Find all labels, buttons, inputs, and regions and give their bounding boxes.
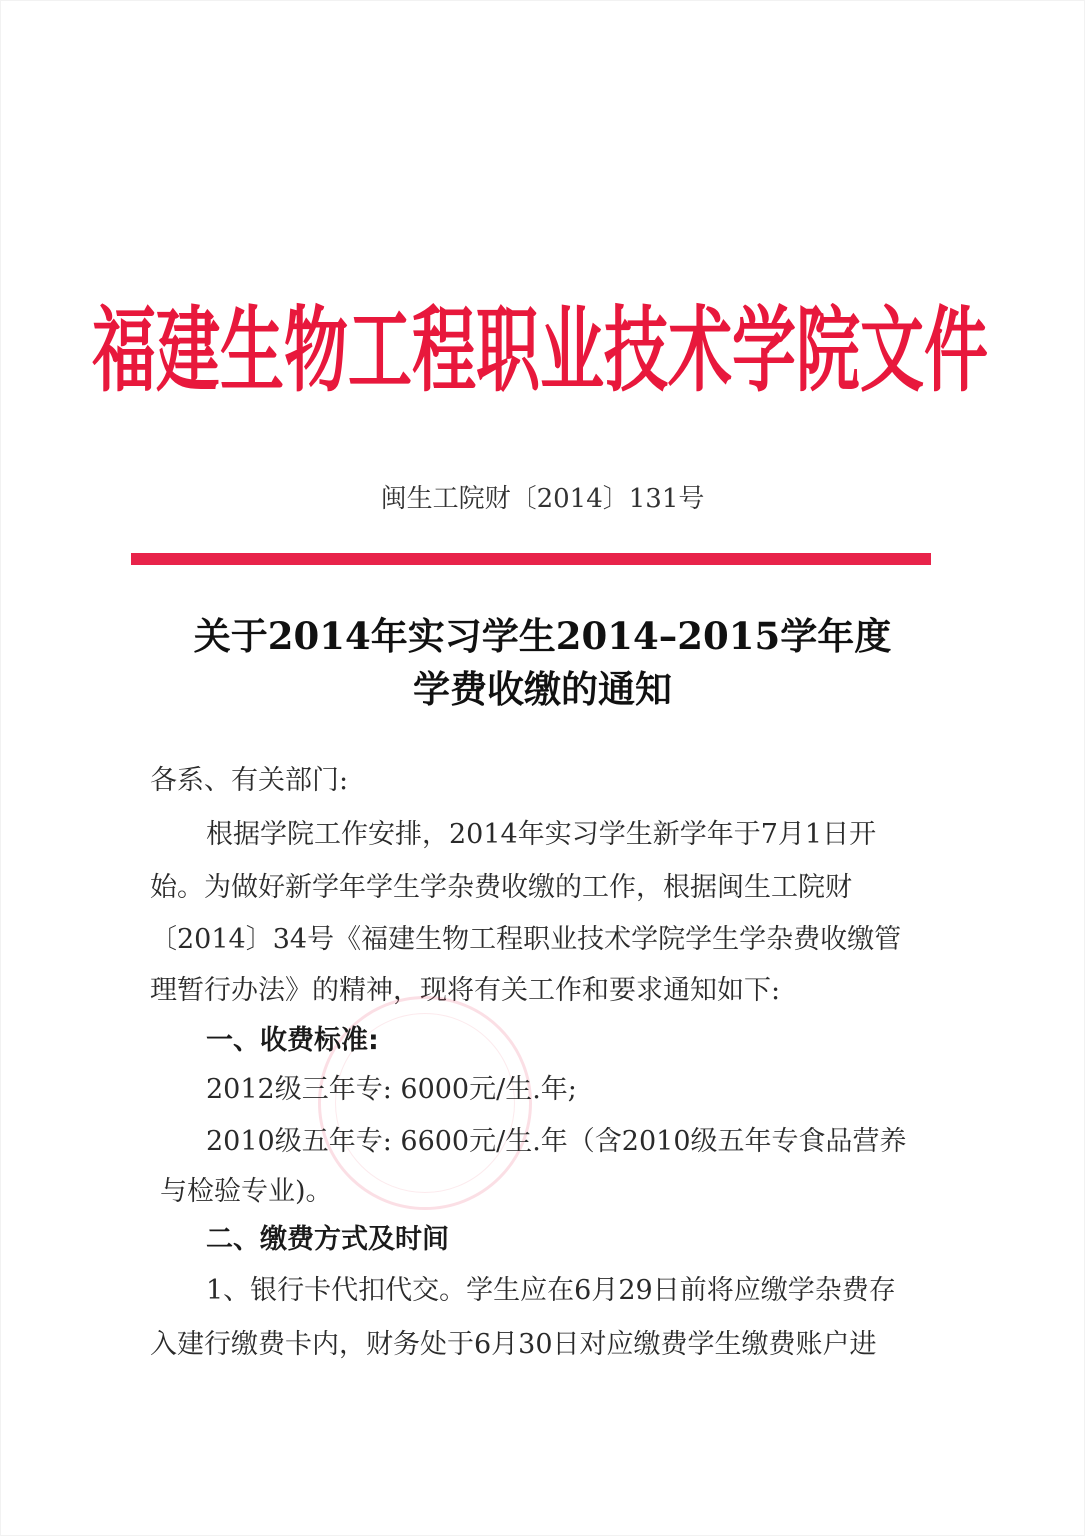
section-1-heading: 一、收费标准: xyxy=(206,1025,379,1056)
notice-title-line-1: 关于2014年实习学生2014–2015学年度 xyxy=(193,614,892,658)
document-number: 闽生工院财〔2014〕131号 xyxy=(380,484,705,514)
section-2-heading: 二、缴费方式及时间 xyxy=(206,1224,449,1255)
paragraph-1-line-3: 〔2014〕34号《福建生物工程职业技术学院学生学杂费收缴管 xyxy=(150,924,902,955)
paragraph-1-line-4: 理暂行办法》的精神，现将有关工作和要求通知如下: xyxy=(150,975,781,1006)
salutation: 各系、有关部门: xyxy=(150,765,349,796)
paragraph-1-line-2: 始。为做好新学年学生学杂费收缴的工作，根据闽生工院财 xyxy=(150,872,852,903)
fee-standard-item-2-line-1: 2010级五年专: 6600元/生.年（含2010级五年专食品营养 xyxy=(206,1126,907,1157)
fee-standard-item-2-line-2: 与检验专业)。 xyxy=(160,1176,333,1207)
fee-standard-item-1: 2012级三年专: 6000元/生.年; xyxy=(206,1074,577,1105)
payment-method-1-line-2: 入建行缴费卡内，财务处于6月30日对应缴费学生缴费账户进 xyxy=(150,1329,877,1360)
document-masthead: 福建生物工程职业技术学院文件 xyxy=(92,297,988,405)
notice-title-line-2: 学费收缴的通知 xyxy=(413,667,672,711)
payment-method-1-line-1: 1、银行卡代扣代交。学生应在6月29日前将应缴学杂费存 xyxy=(206,1275,896,1306)
paragraph-1-line-1: 根据学院工作安排，2014年实习学生新学年于7月1日开 xyxy=(206,819,877,850)
red-divider-rule xyxy=(131,553,931,565)
